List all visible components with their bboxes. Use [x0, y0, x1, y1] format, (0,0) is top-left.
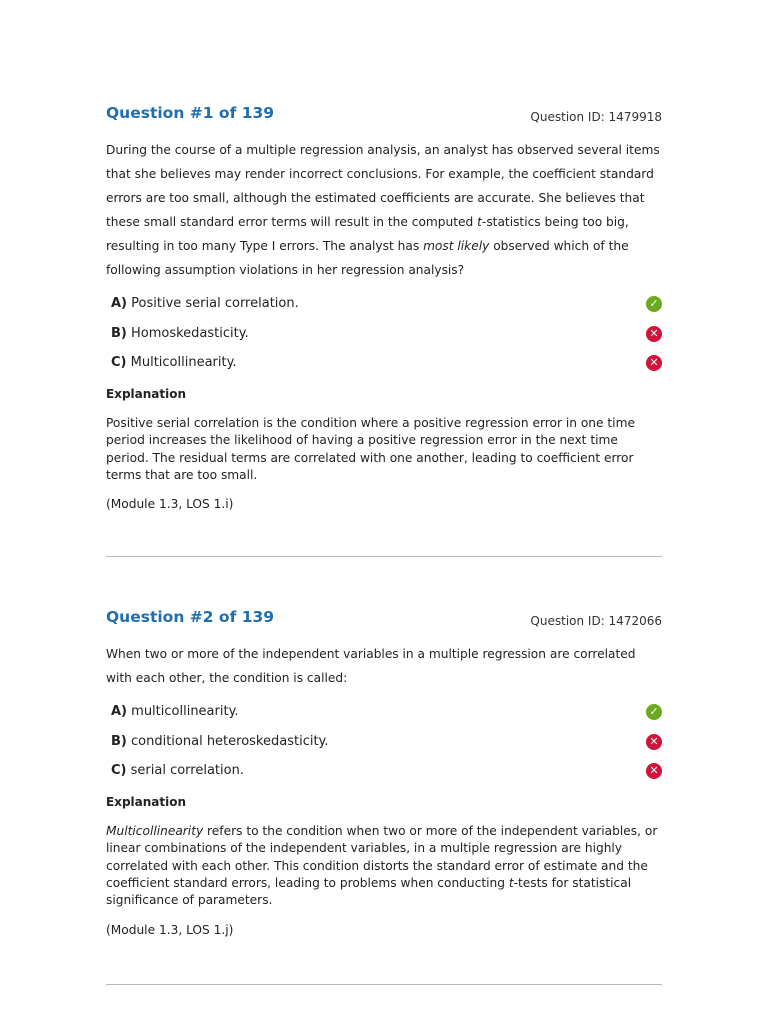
- explanation-text-part: -tests for statistical significance of parameters.: [106, 876, 632, 908]
- answer-option-a[interactable]: [106, 702, 662, 732]
- question-id: Question ID: 1472066: [530, 614, 662, 628]
- answer-text: multicollinearity.: [131, 704, 239, 719]
- question-header: [106, 104, 662, 138]
- x-icon: ✕: [646, 734, 662, 750]
- module-reference: (Module 1.3, LOS 1.j): [106, 922, 234, 937]
- question-id: Question ID: 1479918: [530, 110, 662, 124]
- x-icon: ✕: [646, 355, 662, 371]
- answer-text: serial correlation.: [130, 763, 244, 779]
- explanation-italic: Multicollinearity: [106, 823, 204, 838]
- question-block-2: [106, 608, 662, 939]
- stem-text: observed which of the following assumption violations in her regression analysis?: [106, 239, 629, 277]
- answer-letter: A): [111, 704, 128, 719]
- stem-italic: t: [477, 215, 482, 229]
- answer-text: Multicollinearity.: [130, 355, 237, 371]
- answer-list: [106, 702, 662, 791]
- explanation-italic: t: [508, 876, 514, 890]
- answer-option-c[interactable]: [106, 761, 662, 791]
- explanation-heading: Explanation: [106, 794, 187, 809]
- stem-text: During the course of a multiple regression analysis, an analyst has observed several items that she believes may render incorrect conclusions. For example, the coefficient standard errors are too small, although the estimated coefficients are accurate. She believes that these small standard error terms will result in the computed: [106, 143, 660, 229]
- check-icon: ✓: [646, 704, 662, 720]
- answer-letter: C): [111, 355, 127, 371]
- divider: [106, 556, 662, 557]
- answer-letter: C): [111, 763, 127, 779]
- question-stem: [106, 138, 662, 282]
- explanation-text: Positive serial correlation is the condition where a positive regression error in one time period increases the likelihood of having a positive regression error in the next time period. The residual terms are correlated with one another, leading to coefficient error terms that are too small.: [106, 415, 635, 482]
- divider: [106, 984, 662, 985]
- answer-option-a[interactable]: [106, 294, 662, 324]
- answer-text: Positive serial correlation.: [131, 296, 299, 311]
- answer-option-b[interactable]: [106, 324, 662, 354]
- stem-italic: most likely: [423, 239, 490, 253]
- check-icon: ✓: [646, 296, 662, 312]
- question-title: Question #2 of 139: [106, 608, 275, 626]
- explanation-text-part: refers to the condition when two or more of the independent variables, or linear combinations of the independent variables, in a multiple regression are highly correlated with each other. This condition distorts the standard error of estimate and the coefficient standard errors, leading to problems when conducting: [106, 823, 658, 890]
- question-title: Question #1 of 139: [106, 104, 275, 122]
- answer-text: conditional heteroskedasticity.: [131, 733, 329, 749]
- answer-option-c[interactable]: [106, 353, 662, 383]
- x-icon: ✕: [646, 763, 662, 779]
- answer-letter: B): [111, 733, 127, 749]
- module-reference: (Module 1.3, LOS 1.i): [106, 497, 234, 512]
- question-block-1: [106, 104, 662, 513]
- explanation-heading: Explanation: [106, 386, 187, 401]
- answer-list: [106, 294, 662, 383]
- answer-letter: A): [111, 296, 128, 311]
- explanation-text: [106, 823, 662, 910]
- question-stem: [106, 642, 662, 690]
- answer-text: Homoskedasticity.: [131, 325, 249, 341]
- question-header: [106, 608, 662, 642]
- stem-text: -statistics being too big, resulting in too many Type I errors. The analyst has: [106, 215, 629, 253]
- answer-letter: B): [111, 325, 127, 341]
- x-icon: ✕: [646, 326, 662, 342]
- stem-text: When two or more of the independent variables in a multiple regression are correlated with each other, the condition is called:: [106, 647, 636, 685]
- answer-option-b[interactable]: [106, 732, 662, 762]
